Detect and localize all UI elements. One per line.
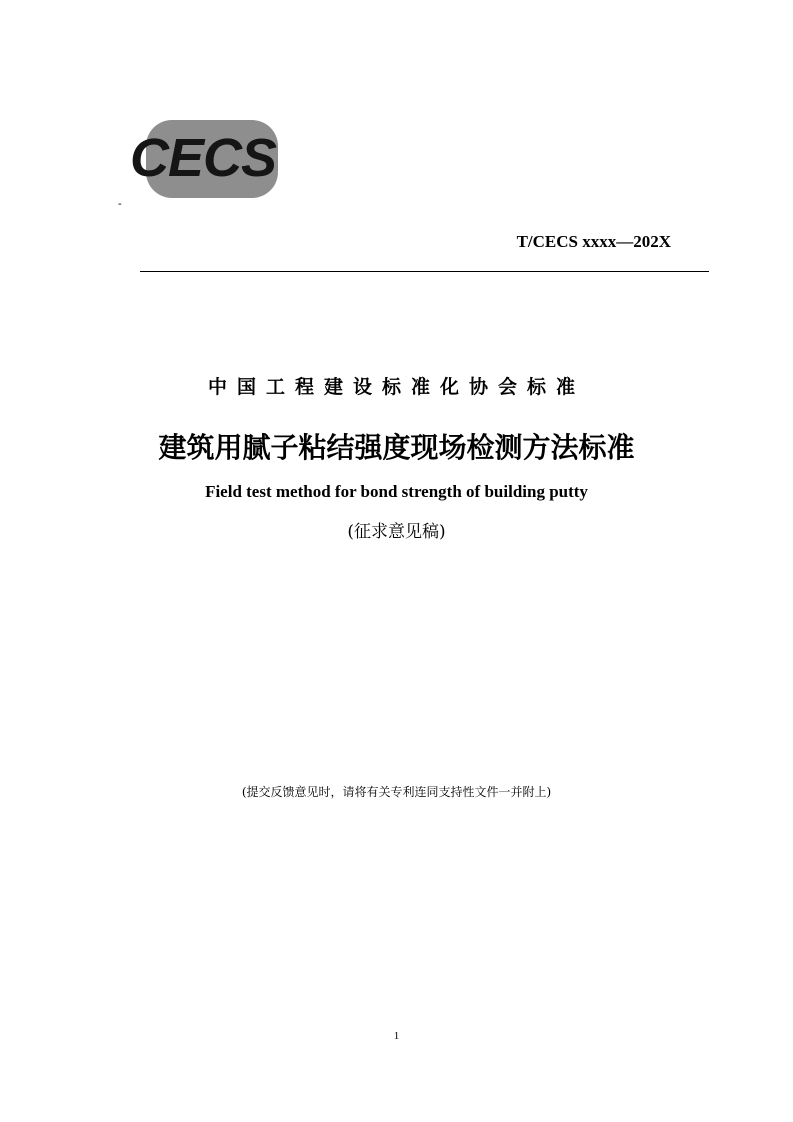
feedback-notice: (提交反馈意见时，请将有关专利连同支持性文件一并附上) [241,785,552,799]
document-title: 建筑用腻子粘结强度现场检测方法标准 [158,431,635,464]
standard-code: T/CECS xxxx—202X [516,232,671,251]
draft-status: (征求意见稿) [347,522,446,542]
header-divider [140,271,709,272]
cecs-logo [128,118,280,200]
english-title: Field test method for bond strength of building putty [205,482,588,501]
logo-wordmark: CECS [130,128,277,188]
margin-mark: - [118,198,122,210]
page-number: 1 [393,1030,400,1042]
organization-title: 中国工程建设标准化协会标准 [207,376,585,398]
